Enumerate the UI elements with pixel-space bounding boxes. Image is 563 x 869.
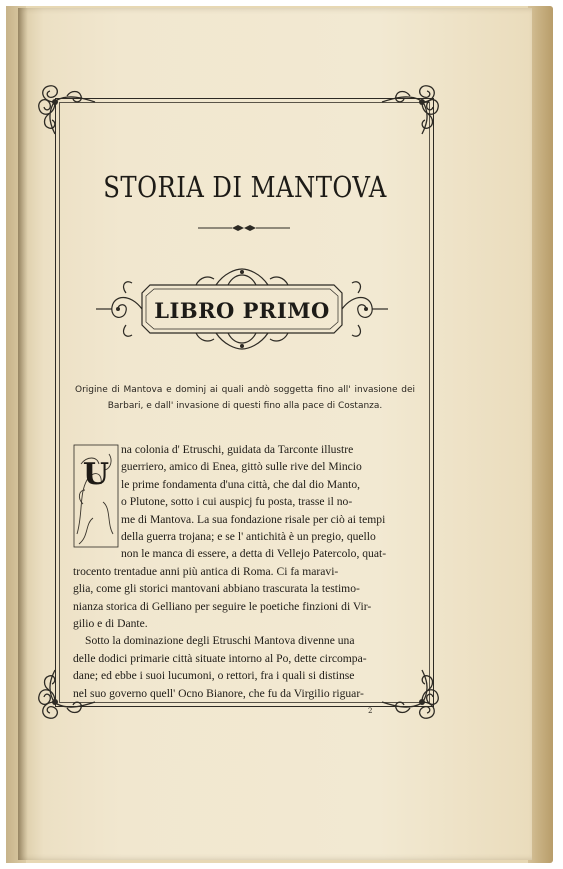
body-line: glia, come gli storici mantovani abbiano trascurata la testimo- (73, 582, 360, 596)
body-line: nel suo governo quell' Ocno Bianore, che fu da Virgilio riguar- (73, 686, 364, 700)
body-line: le prime fondamenta d'una città, che dal dio Manto, (121, 477, 361, 491)
corner-ornament-top-left (33, 80, 99, 136)
body-line: guerriero, amico di Enea, gittò sulle rive del Mincio (121, 460, 362, 474)
corner-ornament-top-right (378, 80, 444, 136)
page-number: 2 (368, 707, 373, 715)
chapter-heading: LIBRO PRIMO (154, 298, 330, 323)
body-text (73, 441, 416, 702)
body-line: delle dodici primarie città situate intorno al Po, dette circompa- (73, 651, 367, 665)
body-line: della guerra trojana; e se l' antichità è un pregio, quello (121, 530, 376, 544)
body-line: nianza storica di Gelliano per seguire le poetiche finzioni di Vir- (73, 599, 372, 613)
body-line: Sotto la dominazione degli Etruschi Mantova divenne una (85, 634, 355, 648)
body-line: me di Mantova. La sua fondazione risale per ciò ai tempi (121, 512, 386, 526)
body-line: non le manca di essere, a detta di Vellejo Patercolo, quat- (121, 547, 387, 561)
body-line: gilio e di Dante. (73, 617, 148, 631)
body-line: o Plutone, sotto i cui auspicj fu posta, trasse il no- (121, 495, 353, 509)
body-line: na colonia d' Etruschi, guidata da Tarconte illustre (121, 443, 354, 456)
gutter-shadow (18, 8, 28, 860)
body-line: trocento trentadue anni più antica di Roma. Ci fa maravi- (73, 564, 339, 578)
body-line: dane; ed ebbe i suoi lucumoni, o rettori, fra i quali si distinse (73, 669, 355, 683)
drop-cap-letter: U (82, 457, 110, 492)
chapter-summary: Origine di Mantova e dominj ai quali andò soggetta fino all' invasione dei Barbari, e dall' invasione di questi fino alla pace di Costanza. (75, 385, 415, 411)
title-rule-ornament (198, 218, 290, 228)
book-title: STORIA DI MANTOVA (103, 170, 387, 204)
